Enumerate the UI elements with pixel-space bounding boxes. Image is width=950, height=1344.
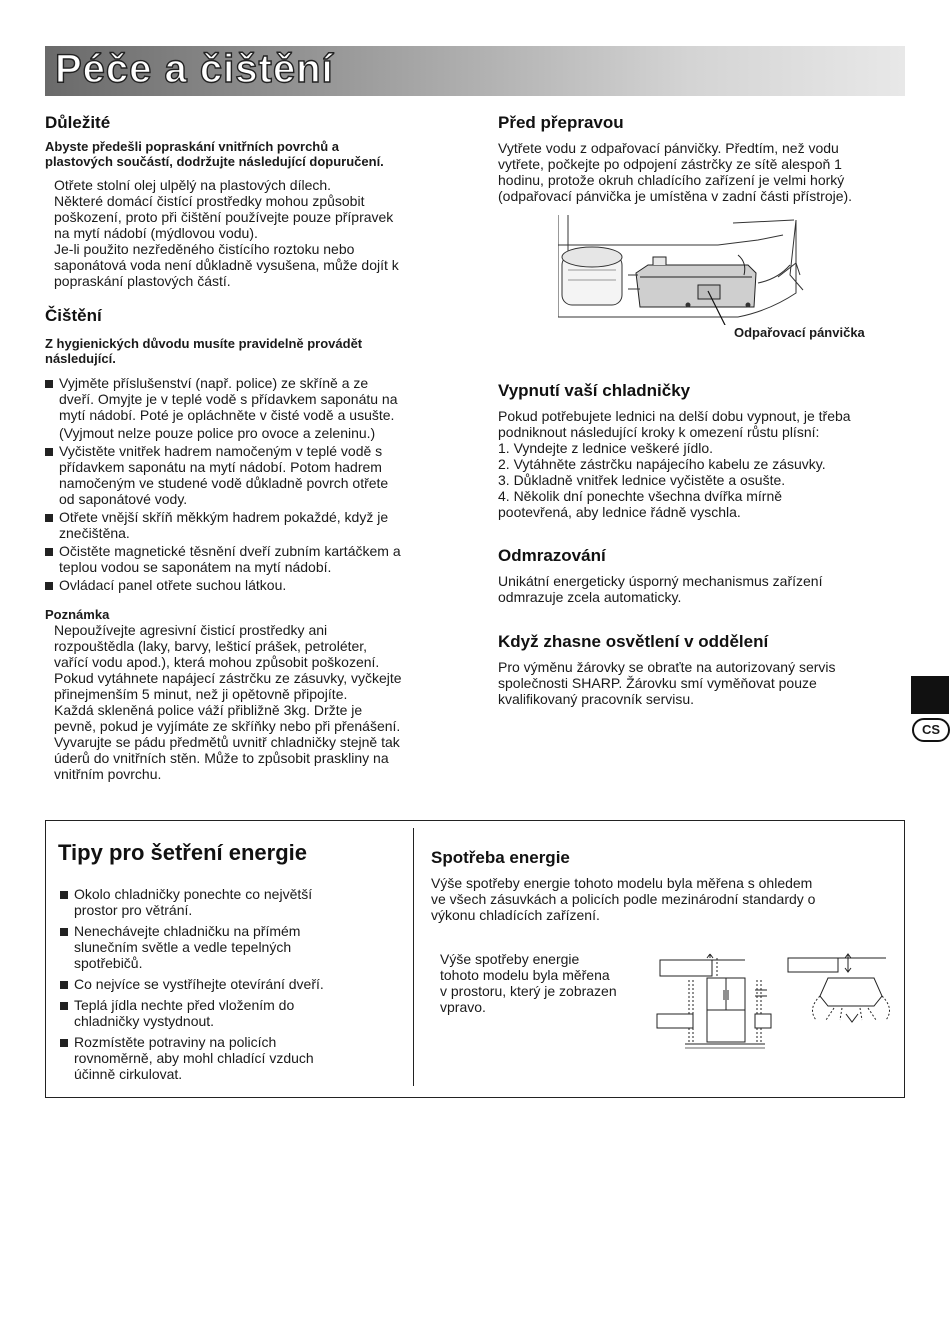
- note-line: Každá skleněná police váží přibližně 3kg. Držte je: [54, 702, 363, 718]
- important-line: Otřete stolní olej ulpělý na plastových dílech.: [54, 177, 332, 193]
- energy-box-divider: [413, 828, 414, 1086]
- note-line: vnitřním povrchu.: [54, 766, 162, 782]
- important-line: popraskání plastových částí.: [54, 273, 231, 289]
- consumption-line: výkonu chladících zařízení.: [431, 907, 600, 923]
- important-line: na mytí nádobí (mýdlovou vodu).: [54, 225, 258, 241]
- list-item-line: Co nejvíce se vystříhejte otevírání dveří.: [74, 976, 324, 992]
- transport-line: Vytřete vodu z odpařovací pánvičky. Předtím, než vodu: [498, 140, 839, 156]
- pan-label: Odpařovací pánvička: [734, 325, 865, 340]
- list-item-line: Teplá jídla nechte před vložením do: [74, 997, 295, 1013]
- list-item-line: Rozmístěte potraviny na policích: [74, 1034, 277, 1050]
- list-item-line: rovnoměrně, aby mohl chladící vzduch: [74, 1050, 314, 1066]
- space-note-line: v prostoru, který je zobrazen: [440, 983, 617, 999]
- transport-heading: Před přepravou: [498, 113, 624, 132]
- switch-off-line: 1. Vyndejte z lednice veškeré jídlo.: [498, 440, 714, 456]
- list-item-line: od saponátové vody.: [59, 491, 188, 507]
- list-item-line: prostor pro větrání.: [74, 902, 193, 918]
- switch-off-line: 4. Několik dní ponechte všechna dvířka mírně: [498, 488, 783, 504]
- list-item: [60, 997, 403, 1029]
- list-item-line: dveří. Omyjte je v teplé vodě s přídavkem saponátu na: [59, 391, 398, 407]
- consumption-line: ve všech zásuvkách a policích podle mezinárodní standardy o: [431, 891, 816, 907]
- consumption-heading: Spotřeba energie: [431, 848, 570, 867]
- list-item: [45, 443, 465, 507]
- list-item-line: Očistěte magnetické těsnění dveří zubním kartáčkem a: [59, 543, 401, 559]
- switch-off-heading: Vypnutí vaší chladničky: [498, 381, 691, 400]
- light-heading: Když zhasne osvětlení v oddělení: [498, 632, 769, 651]
- note-section: [45, 607, 465, 782]
- list-item-line: teplou vodou se saponátem na mytí nádobí.: [59, 559, 332, 575]
- important-lead-line: Abyste předešli popraskání vnitřních povrchů a: [45, 139, 340, 154]
- pan-shape: [636, 265, 756, 307]
- switch-off-section: [498, 381, 908, 520]
- list-item-line: Ovládací panel otřete suchou látkou.: [59, 577, 287, 593]
- list-item-line: přídavkem saponátu na mytí nádobí. Potom hadrem: [59, 459, 382, 475]
- consumption-section: [431, 848, 896, 923]
- cleaning-lead-line: Z hygienických důvodu musíte pravidelně provádět: [45, 336, 363, 351]
- energy-tips-section: [58, 840, 403, 1087]
- list-item: [60, 1034, 403, 1082]
- important-line: saponátová voda není důkladně vysušena, může dojít k: [54, 257, 399, 273]
- defrost-line: odmrazuje zcela automaticky.: [498, 589, 682, 605]
- clearance-front-diagram: [655, 950, 773, 1050]
- consumption-line: Výše spotřeby energie tohoto modelu byla měřena s ohledem: [431, 875, 813, 891]
- cleaning-lead-line: následující.: [45, 351, 116, 366]
- important-line: Některé domácí čistící prostředky mohou způsobit: [54, 193, 365, 209]
- list-item: [45, 577, 465, 593]
- important-lead-line: plastových součástí, dodržujte následující dopuručení.: [45, 154, 384, 169]
- switch-off-line: podniknout následující kroky k omezení růstu plísní:: [498, 424, 820, 440]
- page-title: Péče a čištění: [55, 47, 334, 91]
- list-item-line: slunečním světle a vedle tepelných: [74, 939, 292, 955]
- note-heading: Poznámka: [45, 607, 110, 622]
- light-line: Pro výměnu žárovky se obraťte na autorizovaný servis: [498, 659, 836, 675]
- list-item-line: účinně cirkulovat.: [74, 1066, 183, 1082]
- switch-off-line: Pokud potřebujete lednici na delší dobu vypnout, je třeba: [498, 408, 851, 424]
- transport-line: (odpařovací pánvička je umístěna v zadní části přístroje).: [498, 188, 853, 204]
- note-line: rozpouštědla (laky, barvy, lešticí prášek, petroléter,: [54, 638, 368, 654]
- energy-tips-list: [58, 886, 403, 1082]
- note-line: přinejmenším 5 minut, než ji opětovně připojíte.: [54, 686, 348, 702]
- note-line: Vyvarujte se pádu předmětů uvnitř chladničky stejně tak: [54, 734, 400, 750]
- note-line: pevně, pokud je vyjímáte ze skříňky nebo při přenášení.: [54, 718, 401, 734]
- list-item-line: mytí nádobí. Poté je opláchněte v čisté vodě a usušte.: [59, 407, 395, 423]
- switch-off-line: 3. Důkladně vnitřek lednice vyčistěte a osušte.: [498, 472, 786, 488]
- switch-off-line: pootevřená, aby lednice řádně vyschla.: [498, 504, 741, 520]
- light-line: kvalifikovaný pracovník servisu.: [498, 691, 695, 707]
- note-line: Pokud vytáhnete napájecí zástrčku ze zásuvky, vyčkejte: [54, 670, 402, 686]
- space-note-line: Výše spotřeby energie: [440, 951, 580, 967]
- transport-line: hodinu, protože okruh chladícího zařízení je velmi horký: [498, 172, 845, 188]
- list-item-line: Nenechávejte chladničku na přímém: [74, 923, 301, 939]
- language-tab-block: [911, 676, 949, 714]
- list-item-line: znečištěna.: [59, 525, 130, 541]
- list-item: [45, 509, 465, 541]
- important-section: [45, 113, 465, 289]
- space-note: [440, 951, 650, 1015]
- list-item: [45, 543, 465, 575]
- important-heading: Důležité: [45, 113, 111, 132]
- cleaning-section: [45, 306, 465, 595]
- fridge-top-shape: [820, 978, 882, 1006]
- energy-tips-heading: Tipy pro šetření energie: [58, 840, 308, 865]
- note-line: úderů do vnitřních stěn. Může to způsobit praskliny na: [54, 750, 389, 766]
- switch-off-line: 2. Vytáhněte zástrčku napájecího kabelu ze zásuvky.: [498, 456, 826, 472]
- transport-section: [498, 113, 908, 204]
- important-line: Je-li použito nezředěného čistícího roztoku nebo: [54, 241, 355, 257]
- list-item-line: Vyjměte příslušenství (např. police) ze skříně a ze: [59, 375, 369, 391]
- language-tab-label: CS: [912, 718, 950, 742]
- space-note-line: tohoto modelu byla měřena: [440, 967, 610, 983]
- evaporation-pan-illustration: [558, 215, 808, 325]
- list-item: [60, 976, 403, 992]
- cleaning-list: [45, 375, 465, 593]
- page-title-bar: [45, 46, 905, 96]
- list-item-line: (Vyjmout nelze pouze police pro ovoce a zeleninu.): [59, 425, 376, 441]
- defrost-section: [498, 546, 908, 605]
- list-item: [45, 375, 465, 441]
- defrost-heading: Odmrazování: [498, 546, 606, 565]
- list-item-line: spotřebičů.: [74, 955, 143, 971]
- cleaning-heading: Čištění: [45, 306, 102, 325]
- light-line: společnosti SHARP. Žárovku smí vyměňovat pouze: [498, 675, 817, 691]
- light-section: [498, 632, 908, 707]
- list-item-line: Vyčistěte vnitřek hadrem namočeným v teplé vodě s: [59, 443, 383, 459]
- note-line: Nepoužívejte agresivní čisticí prostředky ani: [54, 622, 328, 638]
- clearance-top-diagram: [786, 950, 896, 1034]
- list-item-line: Okolo chladničky ponechte co největší: [74, 886, 313, 902]
- list-item-line: Otřete vnější skříň měkkým hadrem pokaždé, když je: [59, 509, 389, 525]
- transport-line: vytřete, počkejte po odpojení zástrčky ze sítě alespoň 1: [498, 156, 842, 172]
- list-item: [60, 923, 403, 971]
- list-item-line: namočeným ve studené vodě důkladně povrch otřete: [59, 475, 389, 491]
- note-line: vařící vodu apod.), která mohou způsobit poškození.: [54, 654, 380, 670]
- space-note-line: vpravo.: [440, 999, 486, 1015]
- important-line: poškození, proto při čištění používejte pouze přípravek: [54, 209, 394, 225]
- list-item: [60, 886, 403, 918]
- list-item-line: chladničky vystydnout.: [74, 1013, 215, 1029]
- defrost-line: Unikátní energeticky úsporný mechanismus zařízení: [498, 573, 823, 589]
